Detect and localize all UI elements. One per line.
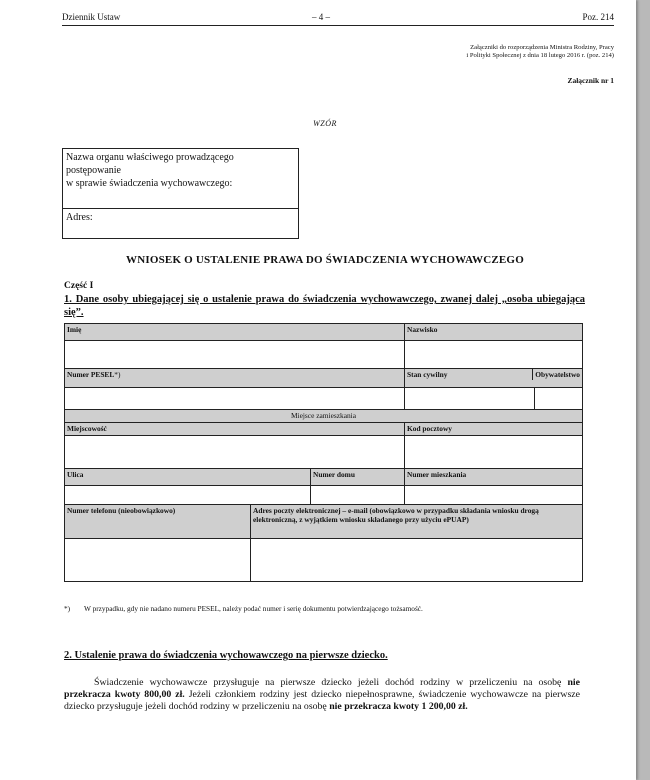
citizenship-label: Obywatelstwo bbox=[535, 370, 581, 379]
postal-code-field[interactable] bbox=[405, 436, 583, 469]
annex-source-line2: i Polityki Społecznej z dnia 18 lutego 2016 r. (poz. 214) bbox=[466, 52, 614, 59]
para-bold-2: nie przekracza kwoty 1 200,00 zł. bbox=[329, 701, 468, 712]
civil-status-text: Stan cywilny bbox=[405, 369, 533, 380]
city-field[interactable] bbox=[65, 436, 405, 469]
authority-label-line1: Nazwa organu właściwego prowadzącego bbox=[66, 152, 234, 163]
page-header bbox=[62, 11, 614, 26]
authority-address-field[interactable] bbox=[63, 209, 298, 226]
street-field[interactable] bbox=[65, 486, 311, 505]
page-number: – 4 – bbox=[312, 12, 330, 22]
authority-label-line2: postępowanie bbox=[66, 165, 121, 176]
part-heading: Część I bbox=[64, 281, 94, 291]
first-name-field[interactable] bbox=[65, 341, 405, 369]
civil-citizenship-fields bbox=[405, 388, 583, 410]
address-label: Adres: bbox=[66, 212, 93, 223]
city-label: Miejscowość bbox=[65, 423, 405, 436]
phone-field[interactable] bbox=[65, 539, 251, 582]
last-name-label: Nazwisko bbox=[405, 324, 583, 341]
authority-name-field[interactable] bbox=[63, 149, 298, 209]
section2-paragraph bbox=[64, 677, 580, 713]
civil-status-label bbox=[405, 369, 583, 388]
pesel-label bbox=[65, 369, 405, 388]
pesel-label-text: Numer PESEL bbox=[67, 370, 115, 379]
residence-heading: Miejsce zamieszkania bbox=[65, 410, 583, 423]
first-name-label: Imię bbox=[65, 324, 405, 341]
annex-source bbox=[394, 44, 614, 60]
template-label: WZÓR bbox=[313, 119, 337, 128]
postal-code-text: Kod pocztowy bbox=[407, 424, 452, 433]
house-number-label: Numer domu bbox=[311, 469, 405, 486]
email-field[interactable] bbox=[251, 539, 583, 582]
citizenship-field[interactable] bbox=[535, 388, 582, 409]
civil-status-field[interactable] bbox=[405, 388, 535, 409]
email-label: Adres poczty elektronicznej – e-mail (obowiązkowo w przypadku składania wniosku drogą elektroniczną, z wyjątkiem wniosku składanego przy użyciu ePUAP) bbox=[251, 505, 583, 539]
para-bold-1: nie przekracza kwoty 800,00 zł. bbox=[64, 677, 580, 700]
postal-code-label bbox=[405, 423, 583, 436]
position-number: Poz. 214 bbox=[582, 12, 614, 22]
pesel-footnote bbox=[64, 604, 584, 613]
footnote-text: W przypadku, gdy nie nadano numeru PESEL, należy podać numer i serię dokumentu potwierdzającego tożsamość. bbox=[84, 604, 423, 613]
authority-box bbox=[62, 148, 299, 239]
section2-heading: 2. Ustalenie prawa do świadczenia wychowawczego na pierwsze dziecko. bbox=[64, 650, 388, 661]
para-text-2: Jeżeli członkiem rodziny jest dziecko niepełnosprawne, świadczenie wychowawcze na pierwsze dziecko przysługuje jeżeli dochód rodziny w przeliczeniu na osobę bbox=[64, 689, 580, 712]
annex-number: Załącznik nr 1 bbox=[567, 76, 614, 85]
footnote-mark: *) bbox=[64, 604, 71, 613]
section1-heading: 1. Dane osoby ubiegającej się o ustalenie prawa do świadczenia wychowawczego, zwanej dalej „osoba ubiegająca się”. bbox=[64, 294, 585, 318]
annex-source-line1: Załączniki do rozporządzenia Ministra Rodziny, Pracy bbox=[470, 44, 614, 51]
phone-label: Numer telefonu (nieobowiązkowo) bbox=[65, 505, 251, 539]
para-text-1: Świadczenie wychowawcze przysługuje na pierwsze dziecko jeżeli dochód rodziny w przeliczeniu na osobę bbox=[94, 677, 568, 688]
authority-label-line3: w sprawie świadczenia wychowawczego: bbox=[66, 178, 233, 189]
last-name-field[interactable] bbox=[405, 341, 583, 369]
applicant-form-table bbox=[64, 323, 583, 582]
flat-number-label: Numer mieszkania bbox=[405, 469, 583, 486]
house-number-field[interactable] bbox=[311, 486, 405, 505]
pesel-footnote-mark: *) bbox=[114, 370, 121, 379]
document-title: WNIOSEK O USTALENIE PRAWA DO ŚWIADCZENIA WYCHOWAWCZEGO bbox=[126, 254, 524, 266]
journal-name: Dziennik Ustaw bbox=[62, 12, 121, 22]
street-label: Ulica bbox=[65, 469, 311, 486]
pesel-field[interactable] bbox=[65, 388, 405, 410]
flat-number-field[interactable] bbox=[405, 486, 583, 505]
